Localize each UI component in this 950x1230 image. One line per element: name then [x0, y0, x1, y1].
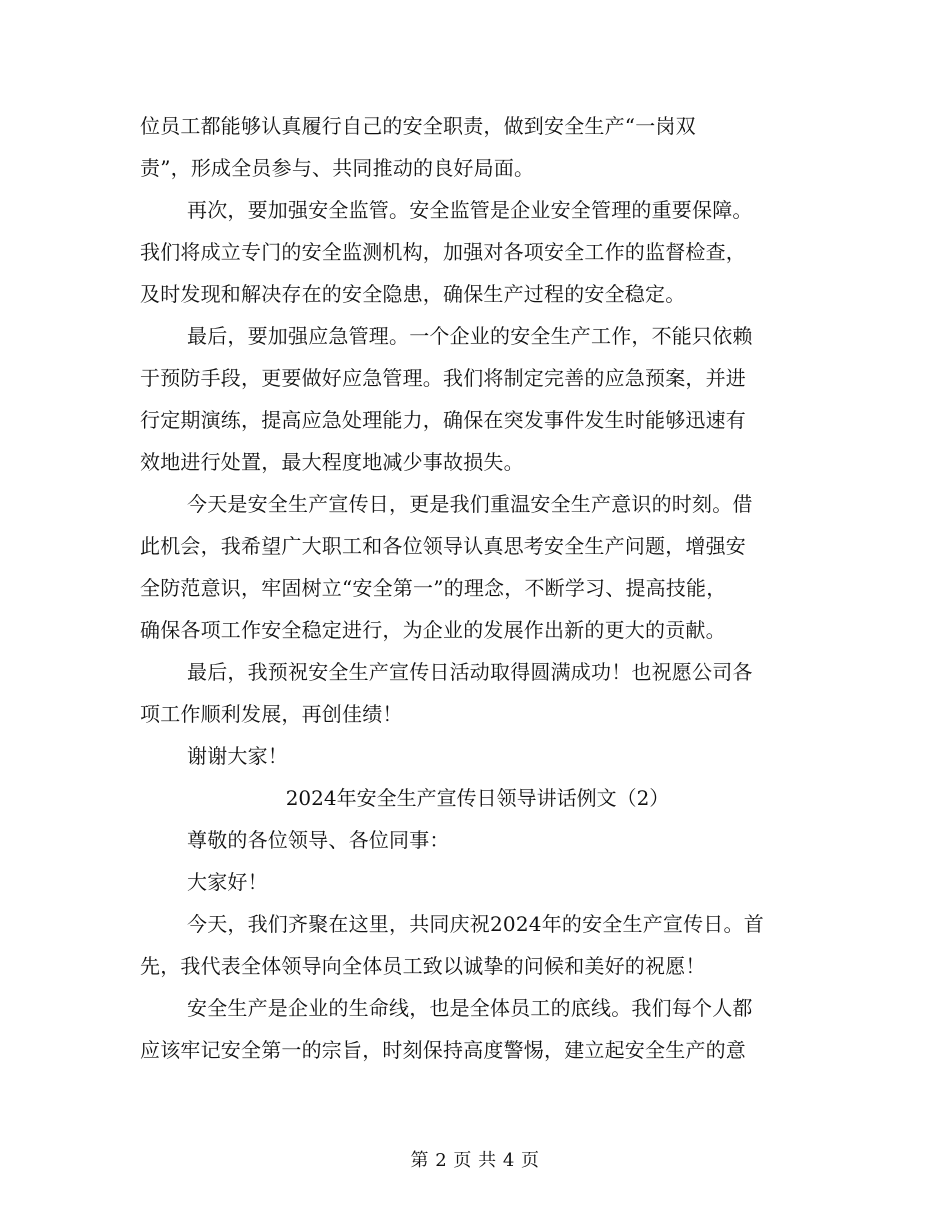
document-title: 2024年安全生产宣传日领导讲话例文（2）	[285, 786, 670, 810]
text-line: 位员工都能够认真履行自己的安全职责，做到安全生产“一岗双	[140, 114, 696, 138]
text-line: 此机会，我希望广大职工和各位领导认真思考安全生产问题，增强安	[140, 534, 746, 558]
text-line: 确保各项工作安全稳定进行，为企业的发展作出新的更大的贡献。	[140, 618, 726, 642]
document-body	[140, 105, 805, 1071]
text-line: 今天是安全生产宣传日，更是我们重温安全生产意识的时刻。借	[187, 492, 753, 516]
text-line: 责”，形成全员参与、共同推动的良好局面。	[140, 156, 535, 180]
text-line: 今天，我们齐聚在这里，共同庆祝2024年的安全生产宣传日。首	[187, 912, 764, 936]
paragraphs-section-1	[140, 105, 805, 777]
text-line: 效地进行处置，最大程度地减少事故损失。	[140, 450, 524, 474]
paragraphs-section-2	[140, 819, 805, 1071]
text-line: 我们将成立专门的安全监测机构，加强对各项安全工作的监督检查，	[140, 240, 746, 264]
text-line: 安全生产是企业的生命线，也是全体员工的底线。我们每个人都	[187, 996, 753, 1020]
text-line: 尊敬的各位领导、各位同事：	[187, 828, 450, 852]
page-footer: 第 2 页 共 4 页	[410, 1150, 540, 1171]
text-line: 于预防手段，更要做好应急管理。我们将制定完善的应急预案，并进	[140, 366, 746, 390]
text-line: 谢谢大家！	[187, 744, 288, 768]
text-line: 全防范意识，牢固树立“安全第一”的理念，不断学习、提高技能，	[140, 576, 727, 600]
text-line: 大家好！	[187, 870, 268, 894]
text-line: 先，我代表全体领导向全体员工致以诚挚的问候和美好的祝愿！	[140, 954, 706, 978]
text-line: 最后，我预祝安全生产宣传日活动取得圆满成功！也祝愿公司各	[187, 660, 753, 684]
text-line: 及时发现和解决存在的安全隐患，确保生产过程的安全稳定。	[140, 282, 686, 306]
text-line: 项工作顺利发展，再创佳绩！	[140, 702, 403, 726]
text-line: 行定期演练，提高应急处理能力，确保在突发事件发生时能够迅速有	[140, 408, 746, 432]
text-line: 最后，要加强应急管理。一个企业的安全生产工作，不能只依赖	[187, 324, 753, 348]
text-line: 再次，要加强安全监管。安全监管是企业安全管理的重要保障。	[187, 198, 753, 222]
text-line: 应该牢记安全第一的宗旨，时刻保持高度警惕，建立起安全生产的意	[140, 1038, 746, 1062]
